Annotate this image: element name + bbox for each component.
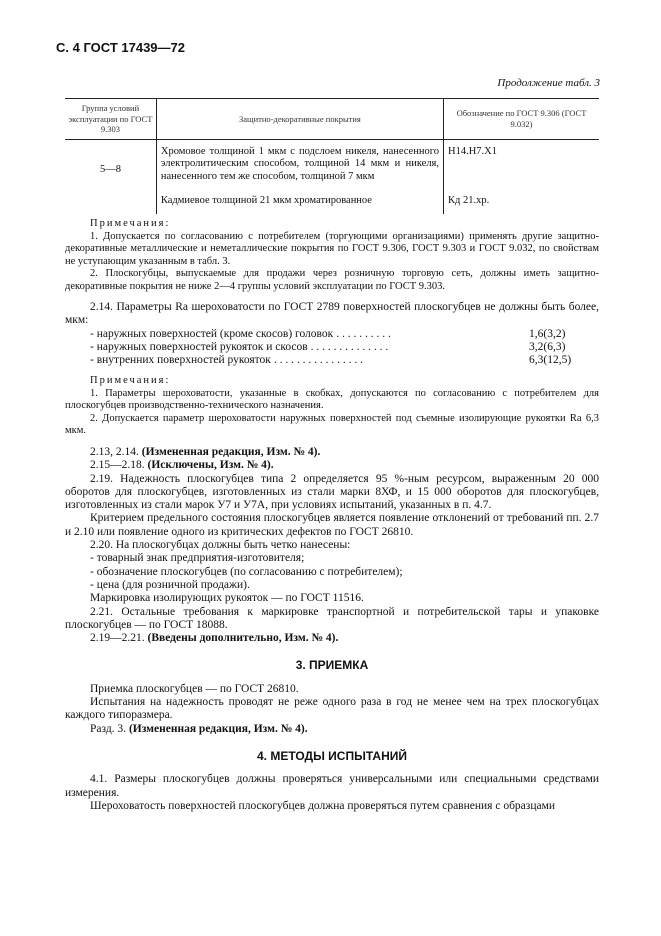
table-cell-coating: Хромовое толщиной 1 мкм с подслоем никеля, нанесенного электролитическим способом, толщиной 14 мкм и никеля, нанесенного тем же способом, толщиной 7 мкм <box>156 139 443 191</box>
notes-heading: Примечания: <box>90 375 171 387</box>
amendment-note: (Исключены, Изм. № 4). <box>147 459 274 472</box>
leader-dots: . . . . . . . . . . <box>336 327 391 340</box>
note-item: 1. Допускается по согласованию с потребителем (торгующими организациями) применять другие защитно-декоративные металлические и неметаллические покрытия по ГОСТ 9.306, ГОСТ 9.303 и ГОСТ 9.032, по свойствам не уступающим указанным в табл. 3. <box>65 230 599 267</box>
table-row <box>65 139 599 191</box>
paragraph-2-20: 2.20. На плоскогубцах должны быть четко нанесены: <box>90 539 351 552</box>
amendment-note: (Измененная редакция, Изм. № 4). <box>141 445 321 458</box>
paragraph: Шероховатость поверхностей плоскогубцев должна проверяться путем сравнения с образцами <box>90 799 556 812</box>
notes-heading: Примечания: <box>90 218 171 229</box>
paragraph-2-14: 2.14. Параметры Ra шероховатости по ГОСТ 2789 поверхностей плоскогубцев не должны быть более, мкм: <box>65 301 599 327</box>
clause-ref: 2.19—2.21. <box>90 632 145 645</box>
leader-dots: . . . . . . . . . . . . . . . . <box>273 354 363 367</box>
page-header: С. 4 ГОСТ 17439—72 <box>56 40 185 55</box>
coatings-table <box>65 98 599 214</box>
list-item-value: 1,6(3,2) <box>529 327 566 340</box>
table-cell-code: Кд 21.хр. <box>448 195 490 206</box>
list-item: - обозначение плоскогубцев (по согласованию с потребителем); <box>90 565 403 578</box>
list-item-value: 3,2(6,3) <box>529 340 566 353</box>
table-continuation-label: Продолжение табл. 3 <box>497 77 600 89</box>
amendment-note: (Измененная редакция, Изм. № 4). <box>128 722 308 735</box>
column-header-code: Обозначение по ГОСТ 9.306 (ГОСТ 9.032) <box>444 99 599 140</box>
table-cell-coating: Кадмиевое толщиной 21 мкм хроматированное <box>156 191 443 214</box>
amendment-line <box>65 459 599 472</box>
table-cell-group: 5—8 <box>65 139 156 214</box>
column-header-coating: Защитно-декоративные покрытия <box>156 99 443 140</box>
clause-ref: 2.13, 2.14. <box>90 445 139 458</box>
note-item: 2. Допускается параметр шероховатости наружных поверхностей под съемные изолирующие рукоятки Ra 6,3 мкм. <box>65 412 599 437</box>
clause-ref: 2.15—2.18. <box>90 459 145 472</box>
list-item-label: - наружных поверхностей (кроме скосов) головок <box>90 327 334 340</box>
amendment-line <box>65 632 599 645</box>
list-item: - цена (для розничной продажи). <box>90 578 250 591</box>
column-header-group: Группа условий эксплуатации по ГОСТ 9.303 <box>65 99 156 140</box>
paragraph-2-21: 2.21. Остальные требования к маркировке транспортной и потребительской тары и упаковке плоскогубцев — по ГОСТ 18088. <box>65 605 599 631</box>
section-title-test-methods: 4. МЕТОДЫ ИСПЫТАНИЙ <box>257 748 407 763</box>
paragraph: Приемка плоскогубцев — по ГОСТ 26810. <box>90 682 299 695</box>
note-item: 1. Параметры шероховатости, указанные в скобках, допускаются по согласованию с потребителем для плоскогубцев производственно-технического назначения. <box>65 387 599 412</box>
list-item-label: - внутренних поверхностей рукояток <box>90 354 271 367</box>
amendment-line <box>65 446 599 459</box>
paragraph: Испытания на надежность проводят не реже одного раза в год не менее чем на трех плоскогубцах каждого типоразмера. <box>65 696 599 722</box>
table-cell-code: Н14.Н7.Х1 <box>448 145 498 157</box>
amendment-note: (Введены дополнительно, Изм. № 4). <box>147 632 339 645</box>
note-item: 2. Плоскогубцы, выпускаемые для продажи через розничную торговую сеть, должны иметь защитно-декоративные покрытия не ниже 2—4 группы условий эксплуатации по ГОСТ 9.303. <box>65 268 599 292</box>
paragraph-criterion: Критерием предельного состояния плоскогубцев является появление отклонений от требований пп. 2.7 и 2.10 или появление одного из критических дефектов по ГОСТ 26810. <box>65 512 599 538</box>
leader-dots: . . . . . . . . . . . . . . <box>310 340 389 353</box>
paragraph-marking: Маркировка изолирующих рукояток — по ГОСТ 11516. <box>90 592 364 605</box>
amendment-line <box>65 723 599 736</box>
list-item-value: 6,3(12,5) <box>529 354 572 367</box>
list-item: - товарный знак предприятия-изготовителя; <box>90 552 305 565</box>
paragraph-2-19: 2.19. Надежность плоскогубцев типа 2 определяется 95 %-ным ресурсом, выраженным 20 000 оборотов для плоскогубцев, изготовленных из стали марки 8ХФ, и 15 000 оборотов для плоскогубцев, изготовленных из стали марок У7 и У7А, при условиях испытаний, указанных в п. 4.7. <box>65 472 599 512</box>
section-title-acceptance: 3. ПРИЕМКА <box>295 658 369 673</box>
document-body <box>65 218 599 813</box>
clause-ref: Разд. 3. <box>90 722 127 735</box>
table-header-row <box>65 99 599 140</box>
list-item-label: - наружных поверхностей рукояток и скосов <box>90 340 308 353</box>
list-item <box>65 341 599 354</box>
paragraph-4-1: 4.1. Размеры плоскогубцев должны проверяться универсальными или специальными средствами измерения. <box>65 773 599 799</box>
list-item <box>65 354 599 367</box>
list-item <box>65 328 599 341</box>
